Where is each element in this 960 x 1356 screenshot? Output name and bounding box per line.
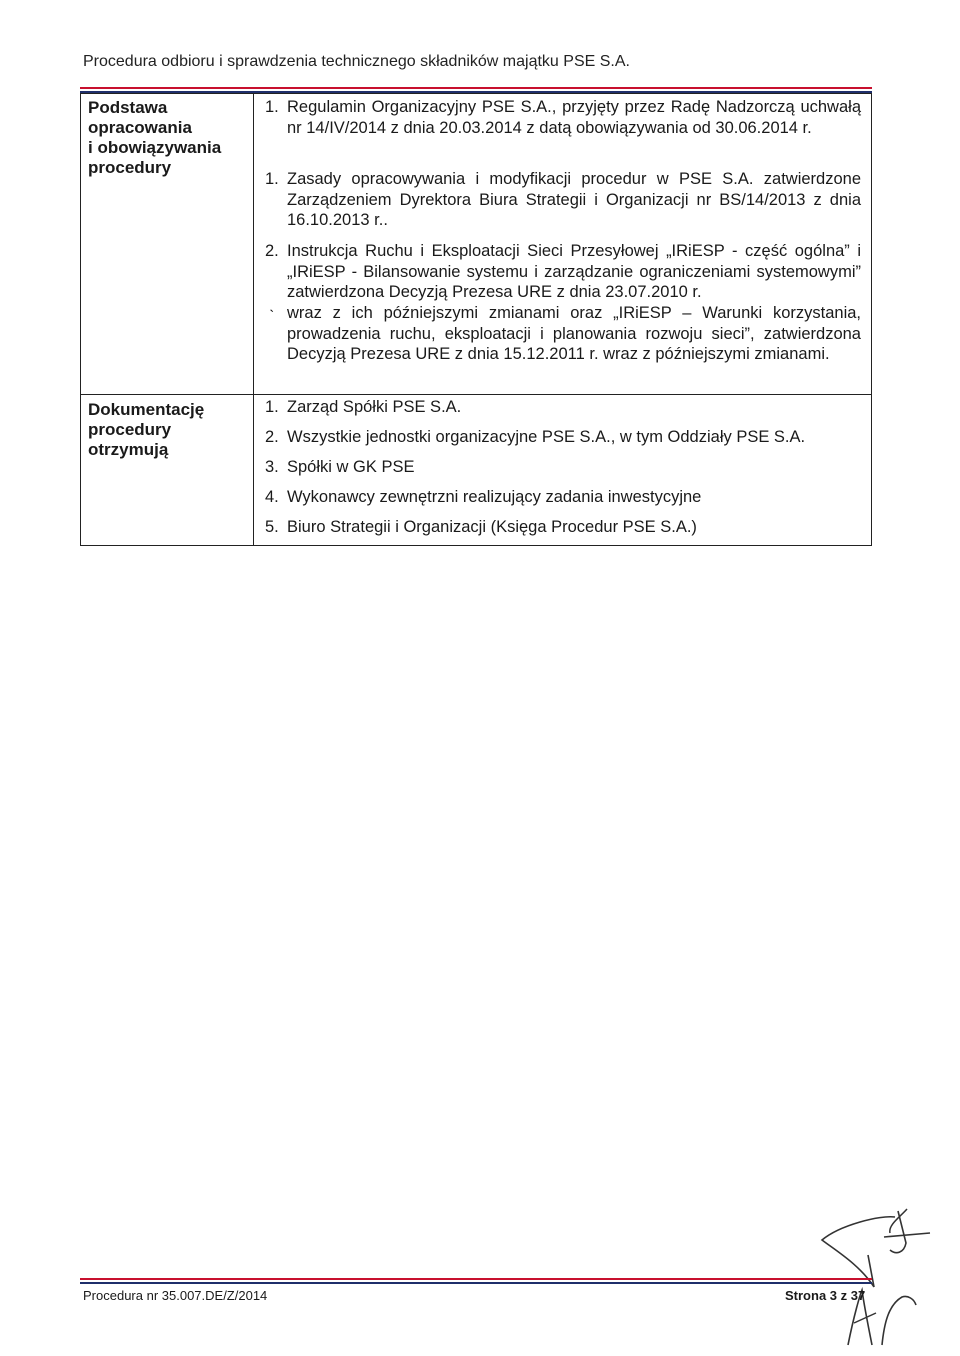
page-separator: z [840,1288,848,1303]
basis-item [265,97,861,138]
recipient-item-text: Spółki w GK PSE [287,458,415,476]
basis-item-text: Zasady opracowywania i modyfikacji procedur w PSE S.A. zatwierdzone Zarządzeniem Dyrektora Biura Strategii i Organizacji nr BS/14/2013 z dnia 16.10.2013 r.. [287,170,861,229]
recipient-item [265,457,861,478]
recipients-label-line: procedury [88,420,172,439]
recipient-item-number: 2. [265,428,279,446]
page-current: 3 [829,1288,838,1303]
basis-item-text: Instrukcja Ruchu i Eksploatacji Sieci Przesyłowej „IRiESP - część ogólna” i „IRiESP - Bilansowanie systemu i zarządzanie ograniczeniami systemowymi” zatwierdzona Decyzją Prezesa URE z dnia 23.07.2010 r. [287,242,861,301]
footer-rule-blue [80,1282,872,1284]
recipients-label-line: otrzymują [88,440,169,459]
recipient-item-number: 4. [265,488,279,506]
basis-item-number: 1. [265,170,279,188]
recipient-item [265,427,861,448]
page-total: 37 [850,1288,866,1303]
basis-item-number: 1. [265,98,279,116]
basis-item-number: 2. [265,242,279,260]
recipient-item-number: 3. [265,458,279,476]
basis-label-line: procedury [88,158,172,177]
table-column-divider [253,94,254,545]
basis-item [265,241,861,303]
recipient-item [265,517,861,538]
basis-item [265,169,861,231]
recipients-label [88,400,248,460]
basis-label [88,98,248,178]
recipient-item-text: Zarząd Spółki PSE S.A. [287,398,462,416]
basis-label-line: i obowiązywania [88,138,222,157]
footer-rule-red [80,1278,872,1280]
page-header-title: Procedura odbioru i sprawdzenia technicznego składników majątku PSE S.A. [83,53,630,70]
basis-item-text: wraz z ich późniejszymi zmianami oraz „IRiESP – Warunki korzystania, prowadzenia ruchu, eksploatacji i planowania rozwoju sieci”, zatwierdzona Decyzją Prezesa URE z dnia 15.12.2011 r. wraz z późniejszymi zmianami. [287,304,861,363]
recipients-label-line: Dokumentację [88,400,205,419]
basis-item-text: Regulamin Organizacyjny PSE S.A., przyjęty przez Radę Nadzorczą uchwałą nr 14/IV/2014 z dnia 20.03.2014 z datą obowiązywania od 30.06.2014 r. [287,98,861,137]
recipient-item [265,487,861,508]
recipient-item-text: Wszystkie jednostki organizacyjne PSE S.A., w tym Oddziały PSE S.A. [287,428,806,446]
basis-item-continuation [265,303,861,365]
recipient-item [265,397,861,418]
procedure-info-table [80,93,872,546]
basis-label-line: Podstawa [88,98,168,117]
stray-mark-icon: ˴ [269,301,275,318]
recipient-item-text: Wykonawcy zewnętrzni realizujący zadania inwestycyjne [287,488,702,506]
recipient-item-text: Biuro Strategii i Organizacji (Księga Procedur PSE S.A.) [287,518,697,536]
handwritten-signature [810,1195,950,1355]
page-number [785,1288,865,1303]
table-row-divider [81,394,871,395]
basis-label-line: opracowania [88,118,192,137]
header-rule-red [80,87,872,89]
page-label: Strona [785,1288,827,1303]
recipient-item-number: 1. [265,398,279,416]
recipient-item-number: 5. [265,518,279,536]
procedure-number: Procedura nr 35.007.DE/Z/2014 [83,1288,268,1303]
